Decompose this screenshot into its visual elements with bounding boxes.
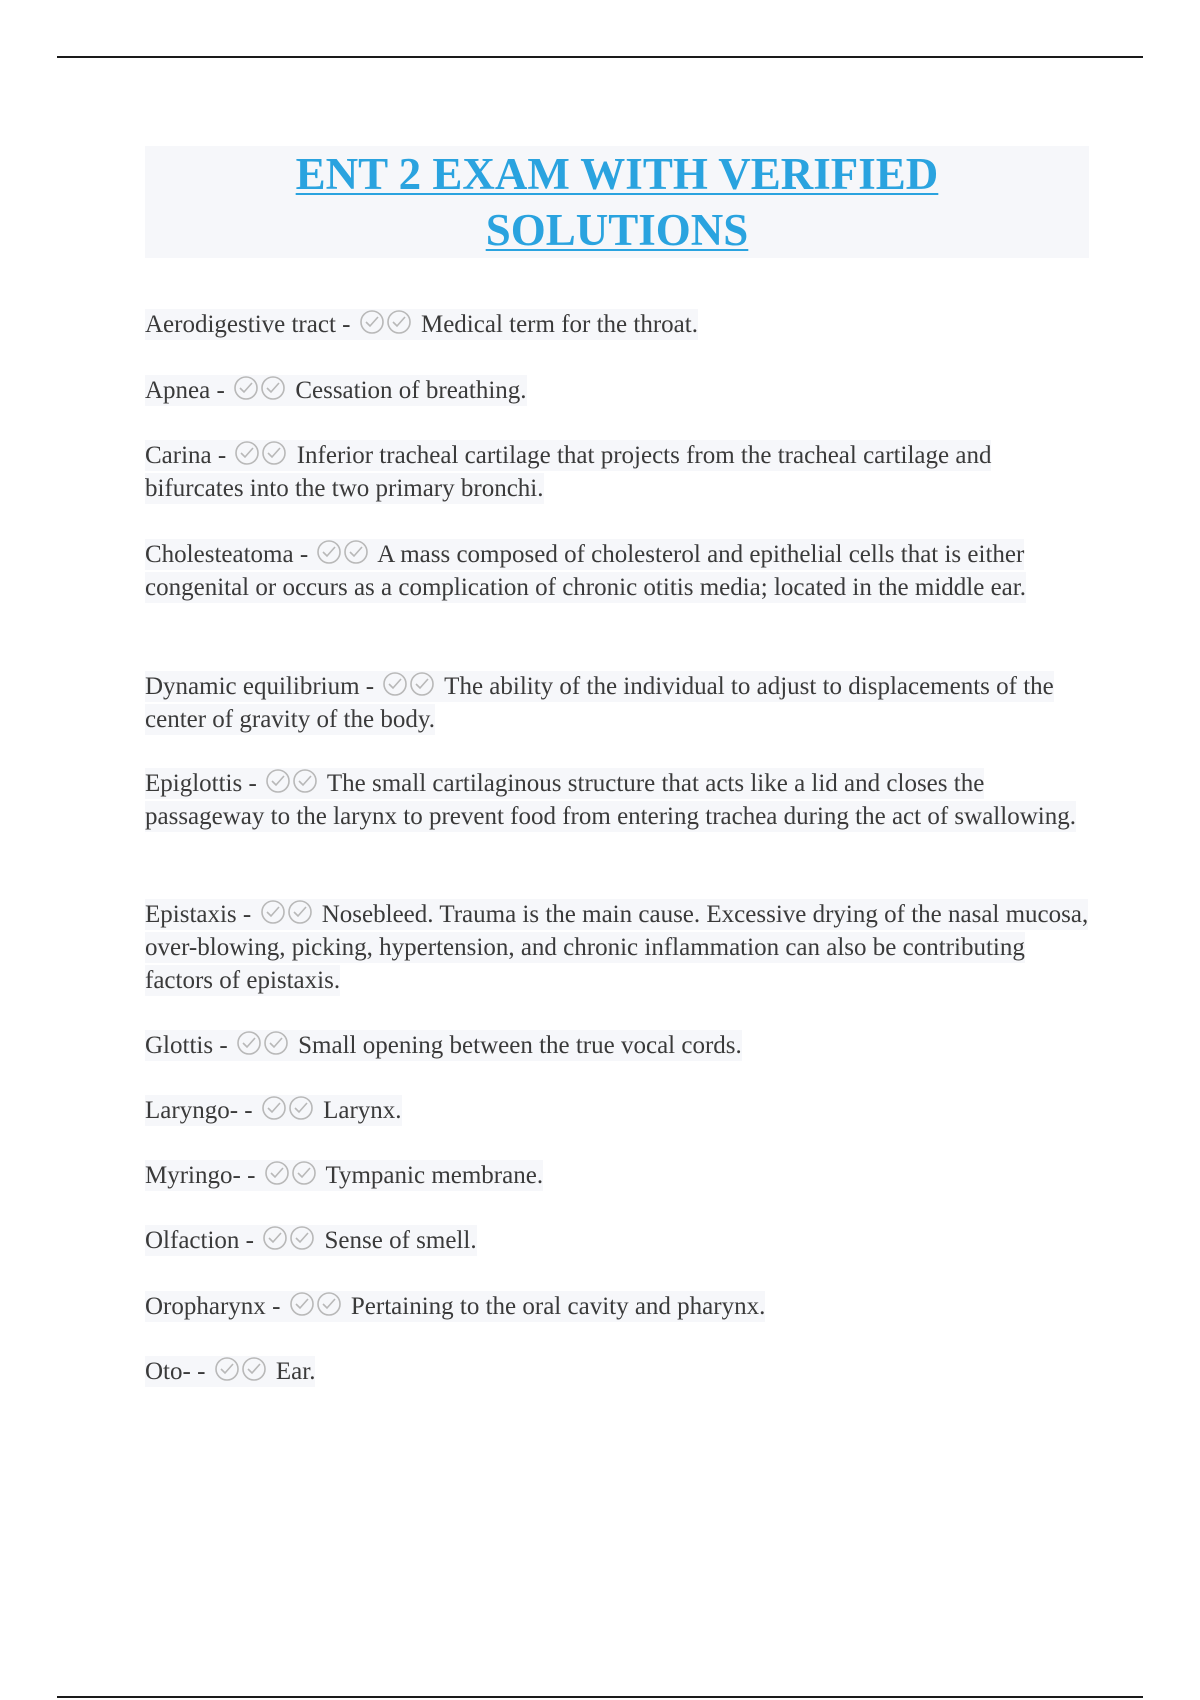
double-check-circle-icon <box>261 1095 315 1121</box>
title-banner <box>145 146 1089 258</box>
entry-text <box>145 768 1076 832</box>
entry-text <box>145 671 1054 735</box>
entry-term: Oropharynx <box>145 1293 266 1320</box>
glossary-entry <box>145 670 1089 736</box>
glossary-entry <box>145 439 1089 505</box>
entry-definition: Sense of smell. <box>318 1227 477 1254</box>
entry-definition: Cessation of breathing. <box>289 377 527 404</box>
glossary-entry <box>145 767 1089 833</box>
entry-definition: Small opening between the true vocal cords. <box>291 1032 742 1059</box>
entry-separator: - <box>293 541 315 568</box>
top-rule <box>57 56 1143 58</box>
entry-separator: - <box>239 1227 261 1254</box>
entry-term: Cholesteatoma <box>145 541 294 568</box>
double-check-circle-icon <box>265 768 319 794</box>
entry-separator: - <box>242 770 264 797</box>
entry-text <box>145 1225 477 1256</box>
glossary-entry <box>145 1290 1089 1323</box>
entry-definition: Nosebleed. Trauma is the main cause. Excessive drying of the nasal mucosa, over-blowing, picking, hypertension, and chronic inflammation can also be contributing factors of epistaxis. <box>145 901 1089 994</box>
entry-text <box>145 539 1026 603</box>
glossary-entry <box>145 1159 1089 1192</box>
document-title <box>145 146 1089 258</box>
entry-separator: - <box>210 377 232 404</box>
entry-separator: - <box>236 901 258 928</box>
double-check-circle-icon <box>289 1291 343 1317</box>
glossary-entry <box>145 308 1089 341</box>
title-line-1: ENT 2 EXAM WITH VERIFIED <box>295 149 939 199</box>
double-check-circle-icon <box>236 1030 290 1056</box>
entry-term: Epiglottis <box>145 770 243 797</box>
entry-text <box>145 440 991 504</box>
entry-text <box>145 1095 402 1126</box>
double-check-circle-icon <box>359 309 413 335</box>
entry-text <box>145 1291 765 1322</box>
entry-separator: - <box>335 311 357 338</box>
entry-term: Aerodigestive tract <box>145 311 336 338</box>
entry-text <box>145 899 1088 996</box>
double-check-circle-icon <box>234 440 288 466</box>
entry-text <box>145 1030 742 1061</box>
entry-term: Glottis <box>145 1032 214 1059</box>
double-check-circle-icon <box>264 1160 318 1186</box>
entry-separator: - <box>238 1097 259 1124</box>
entry-definition: Ear. <box>269 1358 316 1385</box>
title-line-2: SOLUTIONS <box>485 205 749 255</box>
glossary-entry <box>145 1355 1089 1388</box>
entry-separator: - <box>211 442 233 469</box>
entry-separator: - <box>190 1358 212 1385</box>
entry-definition: The small cartilaginous structure that acts like a lid and closes the passageway to the larynx to prevent food from entering trachea during the act of swallowing. <box>145 770 1076 830</box>
double-check-circle-icon <box>382 671 436 697</box>
entry-term: Dynamic equilibrium <box>145 673 360 700</box>
entry-definition: A mass composed of cholesterol and epithelial cells that is either congenital or occurs as a complication of chronic otitis media; located in the middle ear. <box>145 541 1026 601</box>
entry-definition: Tympanic membrane. <box>319 1162 544 1189</box>
bottom-rule <box>57 1696 1143 1698</box>
entry-definition: The ability of the individual to adjust to displacements of the center of gravity of the body. <box>145 673 1054 733</box>
entry-separator: - <box>213 1032 234 1059</box>
entry-term: Olfaction <box>145 1227 240 1254</box>
entry-term: Oto- <box>145 1358 191 1385</box>
entry-definition: Inferior tracheal cartilage that projects from the tracheal cartilage and bifurcates into the two primary bronchi. <box>145 442 992 502</box>
double-check-circle-icon <box>233 375 287 401</box>
entry-text <box>145 1160 543 1191</box>
entry-separator: - <box>265 1293 287 1320</box>
double-check-circle-icon <box>214 1356 268 1382</box>
entry-term: Laryngo- <box>145 1097 239 1124</box>
glossary-entry <box>145 1029 1089 1062</box>
glossary-entry <box>145 898 1089 997</box>
entry-term: Carina <box>145 442 212 469</box>
entry-text <box>145 375 527 406</box>
entry-definition: Pertaining to the oral cavity and pharynx. <box>344 1293 766 1320</box>
entry-term: Apnea <box>145 377 211 404</box>
glossary-entry <box>145 1094 1089 1127</box>
glossary-entry <box>145 538 1089 604</box>
entry-separator: - <box>359 673 381 700</box>
entry-definition: Larynx. <box>316 1097 402 1124</box>
entry-term: Epistaxis <box>145 901 237 928</box>
double-check-circle-icon <box>260 899 314 925</box>
entry-text <box>145 309 698 340</box>
entry-definition: Medical term for the throat. <box>414 311 698 338</box>
double-check-circle-icon <box>316 539 370 565</box>
glossary-entry <box>145 1224 1089 1257</box>
entry-term: Myringo- <box>145 1162 241 1189</box>
entry-text <box>145 1356 315 1387</box>
glossary-entry <box>145 374 1089 407</box>
double-check-circle-icon <box>262 1225 316 1251</box>
entry-separator: - <box>240 1162 262 1189</box>
